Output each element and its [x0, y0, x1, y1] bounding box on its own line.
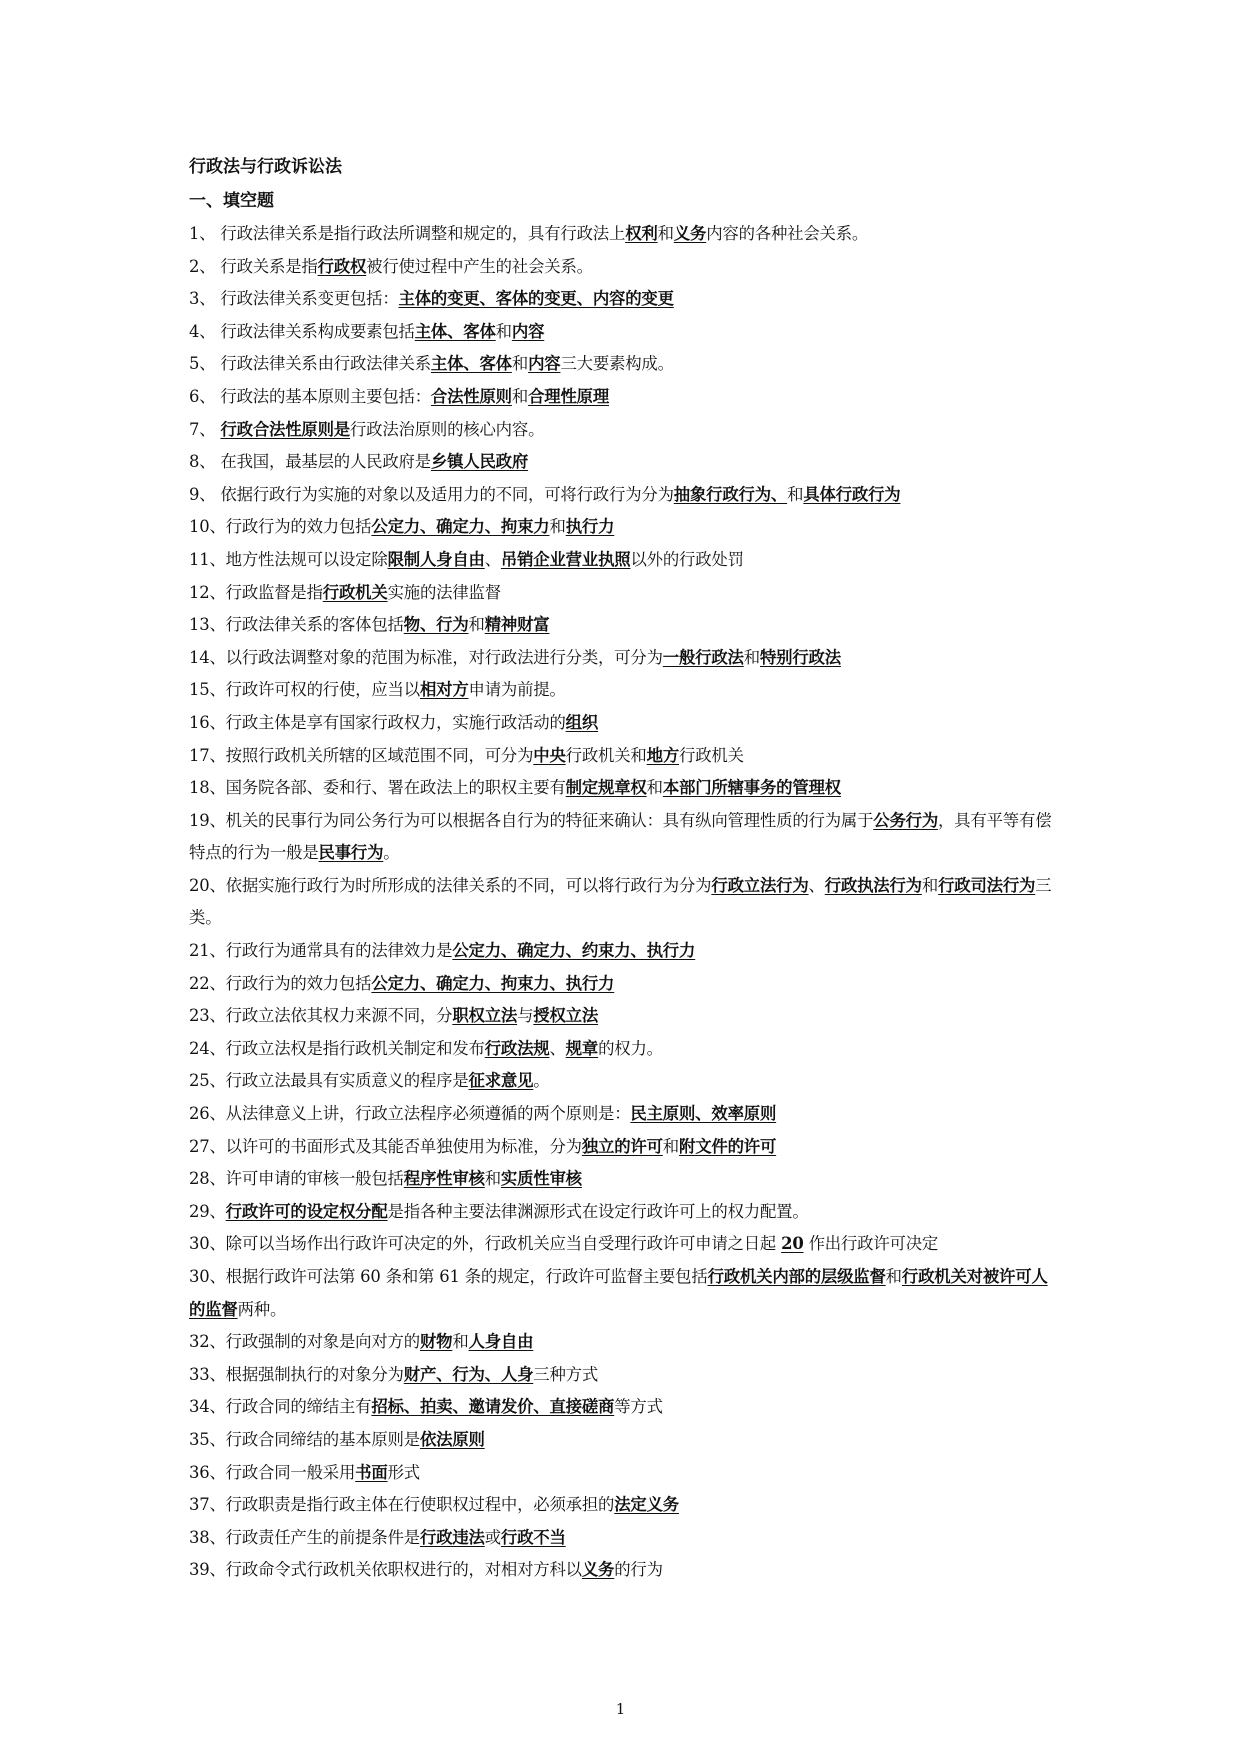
list-item — [189, 772, 1061, 805]
answer-text: 财产、行为、人身 — [403, 1364, 534, 1384]
question-text: 和 — [921, 875, 939, 895]
list-item — [189, 1359, 1061, 1392]
question-text: ，具有平等有偿特点的行为一般是 — [189, 810, 1052, 863]
question-text: 或 — [484, 1527, 501, 1547]
answer-text: 行政执法行为 — [824, 875, 922, 895]
question-text: 形式 — [387, 1462, 420, 1482]
answer-text: 行政合法性原则是 — [220, 419, 350, 439]
list-item — [189, 1457, 1061, 1490]
question-text: 行政法治原则的核心内容。 — [349, 419, 545, 439]
question-text: 三种方式 — [533, 1364, 599, 1384]
answer-text: 合理性原理 — [528, 386, 610, 406]
answer-text: 规章 — [565, 1038, 599, 1058]
question-list — [189, 218, 1061, 1587]
list-item — [189, 707, 1061, 740]
list-item — [189, 446, 1061, 479]
question-text: 33、根据强制执行的对象分为 — [189, 1364, 404, 1384]
section-heading: 一、填空题 — [189, 191, 274, 211]
list-item — [189, 674, 1061, 707]
list-item — [189, 1261, 1061, 1326]
answer-text: 行政法规 — [484, 1038, 550, 1058]
list-item — [189, 1196, 1061, 1229]
answer-text: 执行力 — [565, 517, 615, 537]
question-text: 11、地方性法规可以设定除 — [189, 549, 388, 569]
question-text: 和 — [662, 1136, 679, 1156]
question-text: 和 — [885, 1267, 902, 1286]
list-item — [189, 870, 1061, 935]
question-text: 18、国务院各部、委和行、署在政法上的职权主要有 — [189, 778, 566, 798]
answer-text: 行政权 — [317, 256, 367, 276]
question-text: 和 — [484, 1169, 501, 1189]
list-item — [189, 1489, 1061, 1522]
list-item — [189, 218, 1061, 251]
answer-text: 限制人身自由 — [387, 549, 485, 569]
answer-text: 特别行政法 — [759, 647, 841, 667]
answer-text: 行政机关内部的层级监督 — [707, 1267, 886, 1286]
answer-text: 附文件的许可 — [679, 1136, 777, 1156]
question-text: 25、行政立法最具有实质意义的程序是 — [189, 1071, 469, 1091]
question-text: 19、机关的民事行为同公务行为可以根据各自行为的特征来确认：具有纵向管理性质的行为属于 — [189, 810, 874, 830]
page-title: 行政法与行政诉讼法 — [189, 157, 342, 177]
question-text: 21、行政行为通常具有的法律效力是 — [189, 941, 453, 961]
question-text: 13、行政法律关系的客体包括 — [189, 615, 404, 635]
answer-text: 一般行政法 — [662, 647, 744, 667]
question-text: 30、根据行政许可法第 60 条和第 61 条的规定，行政许可监督主要包括 — [189, 1267, 708, 1286]
question-text: 38、行政责任产生的前提条件是 — [189, 1527, 420, 1547]
answer-text: 行政立法行为 — [711, 875, 809, 895]
answer-text: 招标、拍卖、邀请发价、直接磋商 — [371, 1397, 615, 1417]
question-text: 12、行政监督是指 — [189, 582, 323, 602]
answer-text: 行政不当 — [500, 1527, 566, 1547]
question-text: 和 — [468, 615, 485, 635]
question-text: 和 — [511, 386, 529, 406]
answer-text: 抽象行政行为、 — [673, 484, 788, 504]
question-text: 3、 行政法律关系变更包括： — [189, 289, 399, 309]
answer-text: 行政许可的设定权分配 — [225, 1201, 388, 1221]
question-text: 15、行政许可权的行使，应当以 — [189, 680, 420, 700]
list-item — [189, 609, 1061, 642]
list-item — [189, 348, 1061, 381]
question-text: 和 — [657, 224, 674, 243]
question-text: 17、按照行政机关所辖的区域范围不同，可分为 — [189, 745, 534, 765]
answer-text: 独立的许可 — [581, 1136, 663, 1156]
answer-text: 授权立法 — [533, 1006, 599, 1026]
answer-text: 本部门所辖事务的管理权 — [662, 778, 841, 798]
answer-text: 实质性审核 — [500, 1169, 582, 1189]
list-item — [189, 381, 1061, 414]
list-item — [189, 1424, 1061, 1457]
list-item — [189, 283, 1061, 316]
answer-text: 公定力、确定力、拘束力 — [371, 517, 550, 537]
question-text: 14、以行政法调整对象的范围为标准，对行政法进行分类，可分为 — [189, 647, 663, 667]
question-text: 三类。 — [189, 875, 1052, 928]
answer-text: 民事行为 — [318, 843, 384, 863]
answer-text: 中央 — [533, 745, 566, 765]
question-text: 。 — [383, 843, 400, 863]
question-text: 和 — [646, 778, 663, 798]
answer-text: 义务 — [581, 1560, 615, 1580]
question-text: 30、除可以当场作出行政许可决定的外，行政机关应当自受理行政许可申请之日起 — [189, 1234, 782, 1254]
question-text: 28、许可申请的审核一般包括 — [189, 1169, 404, 1189]
question-text: 2、 行政关系是指 — [189, 256, 318, 276]
question-text: 的行为 — [614, 1560, 663, 1580]
list-item — [189, 740, 1061, 773]
question-text: 行政机关 — [679, 745, 744, 765]
question-text: 36、行政合同一般采用 — [189, 1462, 356, 1482]
answer-text: 20 — [781, 1234, 804, 1254]
answer-text: 合法性原则 — [430, 386, 512, 406]
answer-text: 具体行政行为 — [803, 484, 901, 504]
list-item — [189, 316, 1061, 349]
question-text: 29、 — [189, 1201, 226, 1221]
answer-text: 行政机关对被许可人的监督 — [189, 1267, 1048, 1319]
answer-text: 职权立法 — [452, 1006, 518, 1026]
question-text: 作出行政许可决定 — [803, 1234, 939, 1254]
list-item — [189, 479, 1061, 512]
answer-text: 财物 — [419, 1332, 453, 1352]
list-item — [189, 1163, 1061, 1196]
question-text: 10、行政行为的效力包括 — [189, 517, 372, 537]
answer-text: 人身自由 — [468, 1332, 534, 1352]
question-text: 5、 行政法律关系由行政法律关系 — [189, 354, 431, 374]
answer-text: 权利 — [625, 224, 658, 243]
question-text: 37、行政职责是指行政主体在行使职权过程中，必须承担的 — [189, 1495, 615, 1515]
question-text: 39、行政命令式行政机关依职权进行的，对相对方科以 — [189, 1560, 582, 1580]
question-text: 32、行政强制的对象是向对方的 — [189, 1332, 420, 1352]
answer-text: 征求意见 — [468, 1071, 534, 1091]
answer-text: 相对方 — [419, 680, 469, 700]
question-text: 两种。 — [237, 1299, 287, 1319]
answer-text: 法定义务 — [614, 1495, 679, 1515]
question-text: 1、 行政法律关系是指行政法所调整和规定的，具有行政法上 — [189, 224, 626, 243]
answer-text: 精神财富 — [484, 615, 550, 635]
question-text: 是指各种主要法律渊源形式在设定行政许可上的权力配置。 — [387, 1201, 809, 1221]
question-text: 27、以许可的书面形式及其能否单独使用为标准，分为 — [189, 1136, 582, 1156]
question-text: 、 — [549, 1038, 566, 1058]
answer-text: 内容 — [511, 321, 545, 341]
list-item — [189, 1098, 1061, 1131]
list-item — [189, 1065, 1061, 1098]
answer-text: 书面 — [355, 1462, 388, 1482]
question-text: 和 — [787, 484, 804, 504]
list-item — [189, 1391, 1061, 1424]
list-item — [189, 968, 1061, 1001]
question-text: 三大要素构成。 — [560, 354, 674, 374]
answer-text: 组织 — [565, 712, 599, 732]
answer-text: 民主原则、效率原则 — [630, 1104, 777, 1124]
list-item — [189, 1554, 1061, 1587]
question-text: 24、行政立法权是指行政机关制定和发布 — [189, 1038, 485, 1058]
answer-text: 乡镇人民政府 — [430, 452, 529, 472]
answer-text: 行政机关 — [322, 582, 388, 602]
list-item — [189, 511, 1061, 544]
question-text: 、 — [484, 549, 501, 569]
answer-text: 吊销企业营业执照 — [500, 549, 631, 569]
question-text: 34、行政合同的缔结主有 — [189, 1397, 372, 1417]
question-text: 内容的各种社会关系。 — [706, 224, 869, 243]
answer-text: 主体、客体 — [430, 354, 512, 374]
list-item — [189, 1131, 1061, 1164]
list-item — [189, 544, 1061, 577]
question-text: 23、行政立法依其权力来源不同，分 — [189, 1006, 453, 1026]
question-text: 与 — [517, 1006, 534, 1026]
question-text: 16、行政主体是享有国家行政权力，实施行政活动的 — [189, 712, 566, 732]
question-text: 被行使过程中产生的社会关系。 — [366, 256, 593, 276]
question-text: 的权力。 — [598, 1038, 663, 1058]
answer-text: 制定规章权 — [565, 778, 647, 798]
question-text: 和 — [511, 354, 529, 374]
answer-text: 依法原则 — [419, 1429, 485, 1449]
list-item — [189, 1033, 1061, 1066]
answer-text: 主体的变更、客体的变更、内容的变更 — [398, 289, 674, 309]
answer-text: 公定力、确定力、拘束力、执行力 — [371, 973, 615, 993]
list-item — [189, 1522, 1061, 1555]
answer-text: 物、行为 — [403, 615, 469, 635]
question-text: 。 — [533, 1071, 550, 1091]
list-item — [189, 1326, 1061, 1359]
question-text: 4、 行政法律关系构成要素包括 — [189, 321, 415, 341]
answer-text: 地方 — [646, 745, 680, 765]
list-item — [189, 642, 1061, 675]
list-item — [189, 935, 1061, 968]
list-item — [189, 1000, 1061, 1033]
answer-text: 程序性审核 — [403, 1169, 485, 1189]
answer-text: 公务行为 — [873, 810, 939, 830]
question-text: 22、行政行为的效力包括 — [189, 973, 372, 993]
answer-text: 行政违法 — [419, 1527, 485, 1547]
list-item — [189, 577, 1061, 610]
list-item — [189, 1228, 1061, 1261]
list-item — [189, 251, 1061, 284]
question-text: 行政机关和 — [565, 745, 647, 765]
question-text: 7、 — [189, 419, 221, 439]
question-text: 35、行政合同缔结的基本原则是 — [189, 1429, 420, 1449]
question-text: 和 — [495, 321, 512, 341]
question-text: 、 — [808, 875, 825, 895]
question-text: 等方式 — [614, 1397, 663, 1417]
question-text: 6、 行政法的基本原则主要包括： — [189, 386, 431, 406]
answer-text: 内容 — [528, 354, 561, 374]
question-text: 20、依据实施行政行为时所形成的法律关系的不同，可以将行政行为分为 — [189, 875, 712, 895]
question-text: 申请为前提。 — [468, 680, 566, 700]
answer-text: 公定力、确定力、约束力、执行力 — [452, 941, 696, 961]
question-text: 和 — [549, 517, 566, 537]
question-text: 实施的法律监督 — [387, 582, 501, 602]
page-number: 1 — [615, 1700, 626, 1718]
list-item — [189, 805, 1061, 870]
answer-text: 行政司法行为 — [938, 875, 1036, 895]
question-text: 和 — [452, 1332, 469, 1352]
question-text: 以外的行政处罚 — [630, 549, 744, 569]
question-text: 26、从法律意义上讲，行政立法程序必须遵循的两个原则是： — [189, 1104, 631, 1124]
question-text: 8、 在我国，最基层的人民政府是 — [189, 452, 431, 472]
question-text: 和 — [743, 647, 760, 667]
answer-text: 义务 — [673, 224, 707, 243]
list-item — [189, 414, 1061, 447]
answer-text: 主体、客体 — [414, 321, 496, 341]
question-text: 9、 依据行政行为实施的对象以及适用力的不同，可将行政行为分为 — [189, 484, 674, 504]
